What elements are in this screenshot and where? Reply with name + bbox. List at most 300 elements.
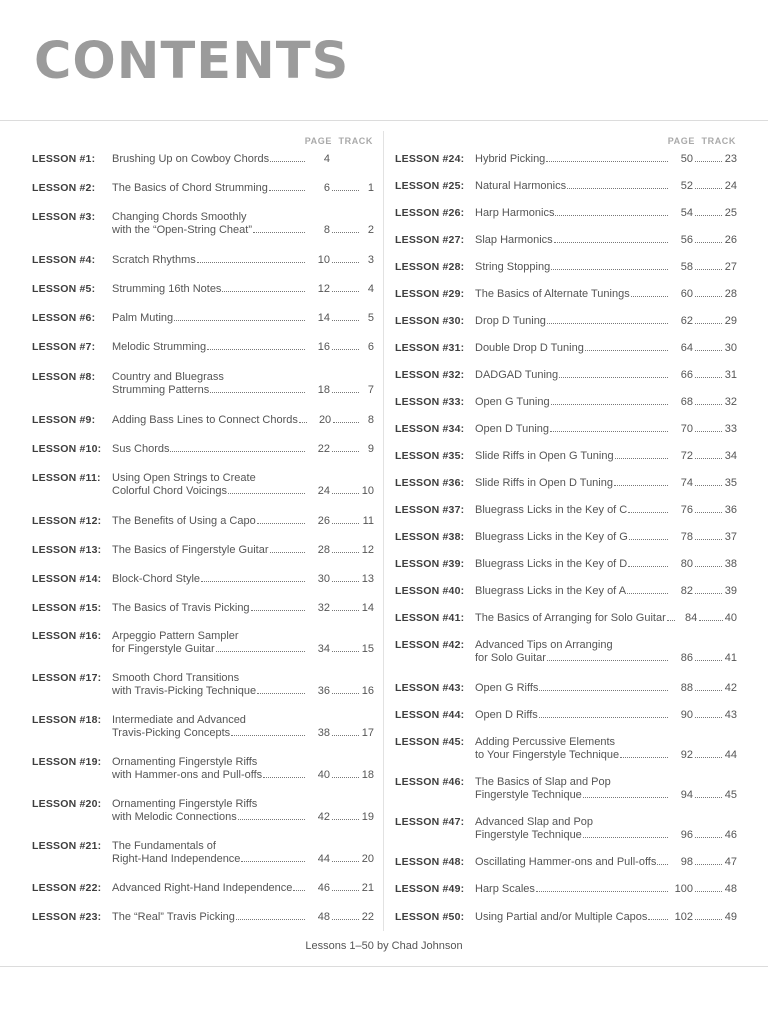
track-number: 4 — [367, 283, 374, 295]
lesson-body — [112, 573, 374, 586]
lesson-number: LESSON #48: — [395, 856, 465, 868]
lesson-number: LESSON #13: — [32, 544, 102, 556]
dot-leader — [631, 296, 668, 297]
lesson-title: Slide Riffs in Open G Tuning — [475, 450, 614, 462]
lesson-title-line — [112, 811, 374, 824]
dot-leader — [695, 690, 722, 691]
track-number: 35 — [724, 477, 737, 489]
dot-leader — [332, 651, 359, 652]
page-number: 100 — [674, 883, 693, 895]
page-number: 76 — [680, 504, 693, 516]
dot-leader — [332, 523, 359, 524]
lesson-body — [475, 423, 737, 436]
dot-leader — [695, 891, 722, 892]
lesson-title: Smooth Chord Transitions — [112, 672, 240, 684]
lesson-body — [112, 840, 374, 866]
lesson-body — [475, 369, 737, 382]
track-number: 20 — [361, 853, 374, 865]
dot-leader — [269, 190, 305, 191]
dot-leader — [699, 620, 723, 621]
lesson-body — [112, 798, 374, 824]
page-number: 84 — [685, 612, 698, 624]
page-number: 40 — [317, 769, 330, 781]
lesson-body — [475, 883, 737, 896]
lesson-number: LESSON #12: — [32, 515, 102, 527]
lesson-body — [475, 207, 737, 220]
lesson-title-line — [475, 789, 737, 802]
dot-leader — [695, 269, 722, 270]
dot-leader — [695, 837, 722, 838]
dot-leader — [547, 323, 668, 324]
dot-leader — [170, 451, 305, 452]
lesson-title-line — [112, 602, 374, 615]
track-number: 21 — [361, 882, 374, 894]
dot-leader — [554, 242, 668, 243]
dot-leader — [174, 320, 305, 321]
page-number: 48 — [317, 911, 330, 923]
dot-leader — [620, 757, 668, 758]
lesson-title: Sus Chords — [112, 443, 170, 455]
lesson-body — [112, 182, 374, 195]
lesson-number: LESSON #23: — [32, 911, 102, 923]
lesson-number: LESSON #41: — [395, 612, 465, 624]
lesson-title: to Your Fingerstyle Technique — [475, 749, 620, 761]
lesson-body — [112, 153, 374, 166]
lesson-title: Hybrid Picking — [475, 153, 546, 165]
lesson-title-line — [112, 573, 374, 586]
dot-leader — [695, 539, 722, 540]
page-number: 30 — [317, 573, 330, 585]
lesson-number: LESSON #43: — [395, 682, 465, 694]
lesson-number: LESSON #4: — [32, 254, 96, 266]
page-number: 26 — [317, 515, 330, 527]
lesson-body — [112, 312, 374, 325]
lesson-title: Double Drop D Tuning — [475, 342, 584, 354]
lesson-title-line — [112, 515, 374, 528]
toc-column-left — [32, 134, 374, 923]
dot-leader — [695, 797, 722, 798]
lesson-title: Drop D Tuning — [475, 315, 546, 327]
track-number: 22 — [361, 911, 374, 923]
lesson-number: LESSON #36: — [395, 477, 465, 489]
lesson-body — [112, 341, 374, 354]
lesson-title: Melodic Strumming — [112, 341, 207, 353]
lesson-body — [112, 254, 374, 267]
lesson-number: LESSON #24: — [395, 153, 465, 165]
lesson-title: Harp Scales — [475, 883, 535, 895]
dot-leader — [667, 620, 675, 621]
dot-leader — [583, 797, 668, 798]
lesson-title: Harp Harmonics — [475, 207, 555, 219]
lesson-title-line — [475, 207, 737, 220]
lesson-title-line — [112, 685, 374, 698]
lesson-body — [112, 756, 374, 782]
lesson-title-line — [475, 749, 737, 762]
lesson-title-line — [475, 585, 737, 598]
lesson-title: with the “Open-String Cheat” — [112, 224, 253, 236]
dot-leader — [567, 188, 668, 189]
track-number: 42 — [724, 682, 737, 694]
footer-divider — [0, 966, 768, 967]
lesson-title: Scratch Rhythms — [112, 254, 196, 266]
track-header: TRACK — [338, 136, 373, 146]
track-number: 19 — [361, 811, 374, 823]
track-number: 24 — [724, 180, 737, 192]
lesson-title-line — [475, 652, 737, 665]
page-number: 64 — [680, 342, 693, 354]
lesson-number: LESSON #26: — [395, 207, 465, 219]
lesson-body — [475, 396, 737, 409]
lesson-title-line — [112, 371, 374, 384]
page-number: 92 — [680, 749, 693, 761]
page-number: 74 — [680, 477, 693, 489]
lesson-title: Colorful Chord Voicings — [112, 485, 227, 497]
lesson-body — [475, 531, 737, 544]
lesson-body — [112, 714, 374, 740]
lesson-body — [475, 153, 737, 166]
dot-leader — [695, 161, 722, 162]
lesson-title-line — [112, 911, 374, 924]
page-title: CONTENTS — [34, 32, 350, 91]
lesson-body — [112, 283, 374, 296]
dot-leader — [695, 919, 722, 920]
lesson-title: Bluegrass Licks in the Key of G — [475, 531, 628, 543]
dot-leader — [332, 349, 359, 350]
dot-leader — [539, 690, 668, 691]
lesson-title: Block-Chord Style — [112, 573, 201, 585]
lesson-body — [475, 736, 737, 762]
lesson-title: Adding Bass Lines to Connect Chords — [112, 414, 298, 426]
lesson-title: Palm Muting — [112, 312, 174, 324]
page-number: 88 — [680, 682, 693, 694]
lesson-number: LESSON #38: — [395, 531, 465, 543]
lesson-number: LESSON #14: — [32, 573, 102, 585]
lesson-title-line — [112, 414, 374, 427]
dot-leader — [583, 837, 668, 838]
lesson-number: LESSON #21: — [32, 840, 102, 852]
lesson-body — [475, 816, 737, 842]
page-number: 62 — [680, 315, 693, 327]
track-number: 27 — [724, 261, 737, 273]
lesson-title-line — [112, 727, 374, 740]
lesson-number: LESSON #46: — [395, 776, 465, 788]
lesson-number: LESSON #3: — [32, 211, 96, 223]
dot-leader — [332, 610, 359, 611]
toc-column-right — [395, 134, 737, 923]
lesson-title: Slide Riffs in Open D Tuning — [475, 477, 613, 489]
track-number: 1 — [367, 182, 374, 194]
lesson-title: Open D Tuning — [475, 423, 549, 435]
dot-leader — [536, 891, 668, 892]
lesson-title-line — [475, 911, 737, 924]
dot-leader — [332, 861, 359, 862]
dot-leader — [210, 392, 305, 393]
page-number: 6 — [323, 182, 330, 194]
page-number: 12 — [317, 283, 330, 295]
lesson-title-line — [475, 261, 737, 274]
lesson-title: with Travis-Picking Technique — [112, 685, 257, 697]
page-number: 96 — [680, 829, 693, 841]
lesson-body — [112, 882, 374, 895]
lesson-title: Advanced Right-Hand Independence — [112, 882, 293, 894]
lesson-title: Intermediate and Advanced — [112, 714, 246, 726]
dot-leader — [332, 392, 359, 393]
lesson-title: Right-Hand Independence — [112, 853, 241, 865]
lesson-title-line — [475, 180, 737, 193]
track-header: TRACK — [701, 136, 736, 146]
lesson-title: with Hammer-ons and Pull-offs — [112, 769, 263, 781]
lesson-body — [475, 180, 737, 193]
lesson-title: The Fundamentals of — [112, 840, 216, 852]
lesson-number: LESSON #20: — [32, 798, 102, 810]
page-number: 70 — [680, 423, 693, 435]
dot-leader — [236, 919, 305, 920]
lesson-body — [475, 315, 737, 328]
lesson-body — [112, 544, 374, 557]
page-number: 10 — [317, 254, 330, 266]
page-header: PAGE — [304, 136, 332, 146]
lesson-body — [475, 477, 737, 490]
lesson-title: Changing Chords Smoothly — [112, 211, 247, 223]
lesson-number: LESSON #6: — [32, 312, 96, 324]
lesson-title: The Benefits of Using a Capo — [112, 515, 256, 527]
dot-leader — [559, 377, 668, 378]
lesson-title: Advanced Tips on Arranging — [475, 639, 613, 651]
track-number: 32 — [724, 396, 737, 408]
lesson-title-line — [475, 531, 737, 544]
lesson-number: LESSON #9: — [32, 414, 96, 426]
track-number: 30 — [724, 342, 737, 354]
lesson-number: LESSON #16: — [32, 630, 102, 642]
dot-leader — [251, 610, 305, 611]
lesson-body — [475, 288, 737, 301]
track-number: 12 — [361, 544, 374, 556]
page-number: 60 — [680, 288, 693, 300]
dot-leader — [238, 819, 305, 820]
track-number: 40 — [724, 612, 737, 624]
lesson-title: The Basics of Slap and Pop — [475, 776, 611, 788]
dot-leader — [695, 188, 722, 189]
page-number: 44 — [317, 853, 330, 865]
page-number: 102 — [674, 911, 693, 923]
dot-leader — [332, 581, 359, 582]
column-header — [32, 134, 374, 148]
lesson-title-line — [475, 450, 737, 463]
track-number: 14 — [361, 602, 374, 614]
dot-leader — [695, 757, 722, 758]
track-number: 11 — [362, 515, 374, 527]
dot-leader — [695, 404, 722, 405]
lesson-body — [112, 211, 374, 237]
dot-leader — [257, 523, 305, 524]
lesson-title: DADGAD Tuning — [475, 369, 559, 381]
lesson-number: LESSON #28: — [395, 261, 465, 273]
lesson-number: LESSON #1: — [32, 153, 96, 165]
track-number: 15 — [361, 643, 374, 655]
lesson-body — [112, 443, 374, 456]
dot-leader — [539, 717, 668, 718]
dot-leader — [228, 493, 305, 494]
column-header — [395, 134, 737, 148]
lesson-title-line — [475, 369, 737, 382]
dot-leader — [551, 404, 668, 405]
lesson-title-line — [112, 643, 374, 656]
lesson-title-line — [475, 396, 737, 409]
dot-leader — [299, 422, 307, 423]
page-number: 38 — [317, 727, 330, 739]
dot-leader — [332, 693, 359, 694]
lesson-title-line — [475, 558, 737, 571]
lesson-title-line — [475, 682, 737, 695]
page-number: 24 — [317, 485, 330, 497]
lesson-title: for Solo Guitar — [475, 652, 546, 664]
dot-leader — [231, 735, 305, 736]
dot-leader — [332, 890, 359, 891]
dot-leader — [695, 350, 722, 351]
lesson-title-line — [475, 883, 737, 896]
lesson-body — [475, 856, 737, 869]
lesson-body — [475, 450, 737, 463]
lesson-number: LESSON #40: — [395, 585, 465, 597]
dot-leader — [551, 269, 668, 270]
lesson-title-line — [112, 312, 374, 325]
dot-leader — [555, 215, 668, 216]
page-number: 8 — [323, 224, 330, 236]
dot-leader — [695, 242, 722, 243]
lesson-title-line — [112, 283, 374, 296]
dot-leader — [332, 190, 359, 191]
lesson-title: The Basics of Alternate Tunings — [475, 288, 630, 300]
lesson-title-line — [112, 853, 374, 866]
lesson-title-line — [475, 288, 737, 301]
dot-leader — [695, 215, 722, 216]
dot-leader — [627, 593, 668, 594]
page-number: 54 — [680, 207, 693, 219]
lesson-title: The Basics of Fingerstyle Guitar — [112, 544, 269, 556]
page-number: 34 — [317, 643, 330, 655]
dot-leader — [695, 296, 722, 297]
dot-leader — [253, 232, 305, 233]
lesson-body — [475, 639, 737, 665]
page-number: 98 — [680, 856, 693, 868]
lesson-number: LESSON #49: — [395, 883, 465, 895]
lesson-title: The Basics of Arranging for Solo Guitar — [475, 612, 666, 624]
track-number: 17 — [361, 727, 374, 739]
lesson-number: LESSON #29: — [395, 288, 465, 300]
track-number: 45 — [724, 789, 737, 801]
lesson-title-line — [475, 477, 737, 490]
dot-leader — [201, 581, 305, 582]
dot-leader — [695, 485, 722, 486]
lesson-title-line — [475, 856, 737, 869]
lesson-number: LESSON #2: — [32, 182, 96, 194]
track-number: 28 — [724, 288, 737, 300]
lesson-title: The “Real” Travis Picking — [112, 911, 235, 923]
track-number: 7 — [367, 384, 374, 396]
page-number: 78 — [680, 531, 693, 543]
lesson-title: Bluegrass Licks in the Key of A — [475, 585, 627, 597]
lesson-number: LESSON #30: — [395, 315, 465, 327]
lesson-number: LESSON #42: — [395, 639, 465, 651]
track-number: 34 — [724, 450, 737, 462]
track-number: 18 — [361, 769, 374, 781]
lesson-title: Arpeggio Pattern Sampler — [112, 630, 239, 642]
lesson-title-line — [475, 234, 737, 247]
lesson-title-line — [112, 341, 374, 354]
lesson-title-line — [112, 211, 374, 224]
lesson-title: Strumming Patterns — [112, 384, 210, 396]
lesson-title: Brushing Up on Cowboy Chords — [112, 153, 270, 165]
track-number: 10 — [361, 485, 374, 497]
dot-leader — [257, 693, 305, 694]
dot-leader — [695, 864, 722, 865]
dot-leader — [332, 291, 359, 292]
lesson-title: The Basics of Travis Picking — [112, 602, 250, 614]
lesson-body — [112, 602, 374, 615]
lesson-number: LESSON #7: — [32, 341, 96, 353]
lesson-title: Travis-Picking Concepts — [112, 727, 231, 739]
lesson-body — [475, 558, 737, 571]
page-number: 58 — [680, 261, 693, 273]
column-divider — [383, 131, 384, 931]
dot-leader — [332, 777, 359, 778]
track-number: 31 — [724, 369, 737, 381]
track-number: 33 — [724, 423, 737, 435]
lesson-number: LESSON #37: — [395, 504, 465, 516]
lesson-body — [112, 515, 374, 528]
dot-leader — [263, 777, 305, 778]
dot-leader — [657, 864, 668, 865]
dot-leader — [207, 349, 305, 350]
lesson-number: LESSON #10: — [32, 443, 102, 455]
page-number: 52 — [680, 180, 693, 192]
dot-leader — [695, 458, 722, 459]
dot-leader — [695, 566, 722, 567]
lesson-body — [112, 472, 374, 498]
lesson-title: for Fingerstyle Guitar — [112, 643, 215, 655]
author-credit: Lessons 1–50 by Chad Johnson — [305, 940, 463, 952]
track-number: 3 — [367, 254, 374, 266]
lesson-number: LESSON #35: — [395, 450, 465, 462]
lesson-number: LESSON #19: — [32, 756, 102, 768]
track-number: 39 — [724, 585, 737, 597]
lesson-title: Country and Bluegrass — [112, 371, 224, 383]
dot-leader — [695, 512, 722, 513]
dot-leader — [293, 890, 305, 891]
dot-leader — [695, 660, 722, 661]
lesson-title: The Basics of Chord Strumming — [112, 182, 268, 194]
lesson-title-line — [475, 315, 737, 328]
lesson-body — [112, 630, 374, 656]
dot-leader — [695, 593, 722, 594]
lesson-body — [475, 342, 737, 355]
dot-leader — [648, 919, 668, 920]
lesson-title: Using Partial and/or Multiple Capos — [475, 911, 648, 923]
dot-leader — [615, 458, 668, 459]
lesson-title-line — [112, 443, 374, 456]
lesson-title-line — [475, 153, 737, 166]
page-number: 4 — [323, 153, 330, 165]
dot-leader — [216, 651, 305, 652]
track-number: 9 — [367, 443, 374, 455]
track-number: 23 — [724, 153, 737, 165]
dot-leader — [332, 552, 359, 553]
lesson-title: Bluegrass Licks in the Key of C — [475, 504, 628, 516]
lesson-body — [112, 414, 374, 427]
track-number: 25 — [724, 207, 737, 219]
track-number: 5 — [367, 312, 374, 324]
lesson-title-line — [475, 423, 737, 436]
